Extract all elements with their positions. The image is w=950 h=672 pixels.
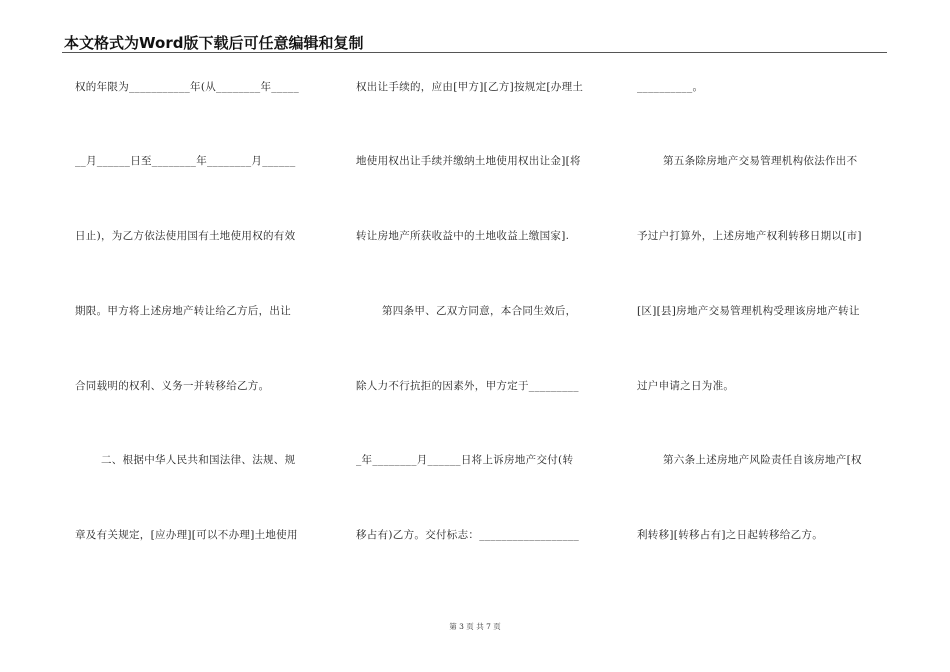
text-line: __月______日至________年________月______ xyxy=(75,155,296,167)
text-column-1 xyxy=(75,0,325,640)
text-line: _年________月______日将上诉房地产交付(转 xyxy=(356,454,574,466)
text-column-2 xyxy=(356,0,606,640)
text-line: 日止)，为乙方依法使用国有土地使用权的有效 xyxy=(75,230,296,242)
text-line: 权的年限为___________年(从________年_____ xyxy=(75,81,299,93)
text-line: 除人力不行抗拒的因素外，甲方定于_________ xyxy=(356,380,579,392)
page-number-footer: 第 3 页 共 7 页 xyxy=(449,622,501,631)
text-line: 予过户打算外，上述房地产权利转移日期以[市] xyxy=(637,230,862,242)
text-line: 第六条上述房地产风险责任自该房地产[权 xyxy=(663,454,862,466)
text-line: [区][县]房地产交易管理机构受理该房地产转让 xyxy=(637,305,860,317)
text-line: 第五条除房地产交易管理机构依法作出不 xyxy=(663,155,858,167)
text-line: 移占有)乙方。交付标志：__________________ xyxy=(356,529,580,541)
text-line: 利转移][转移占有]之日起转移给乙方。 xyxy=(637,529,823,541)
text-line: 合同载明的权利、义务一并转移给乙方。 xyxy=(75,380,270,392)
text-line: 二、根据中华人民共和国法律、法规、规 xyxy=(101,454,296,466)
text-line: 期限。甲方将上述房地产转让给乙方后，出让 xyxy=(75,305,291,317)
text-line: 权出让手续的，应由[甲方][乙方]按规定[办理土 xyxy=(356,81,584,93)
text-line: 章及有关规定，[应办理][可以不办理]土地使用 xyxy=(75,529,298,541)
text-column-3 xyxy=(637,0,887,640)
text-line: 第四条甲、乙双方同意，本合同生效后， xyxy=(382,305,577,317)
document-header-title: 本文格式为Word版下载后可任意编辑和复制 xyxy=(64,34,364,52)
text-line: 过户申请之日为准。 xyxy=(637,380,735,392)
text-line: 地使用权出让手续并缴纳土地使用权出让金][将 xyxy=(356,155,581,167)
text-line: 转让房地产所获收益中的土地收益上缴国家]. xyxy=(356,230,570,242)
text-line: __________。 xyxy=(637,81,704,93)
